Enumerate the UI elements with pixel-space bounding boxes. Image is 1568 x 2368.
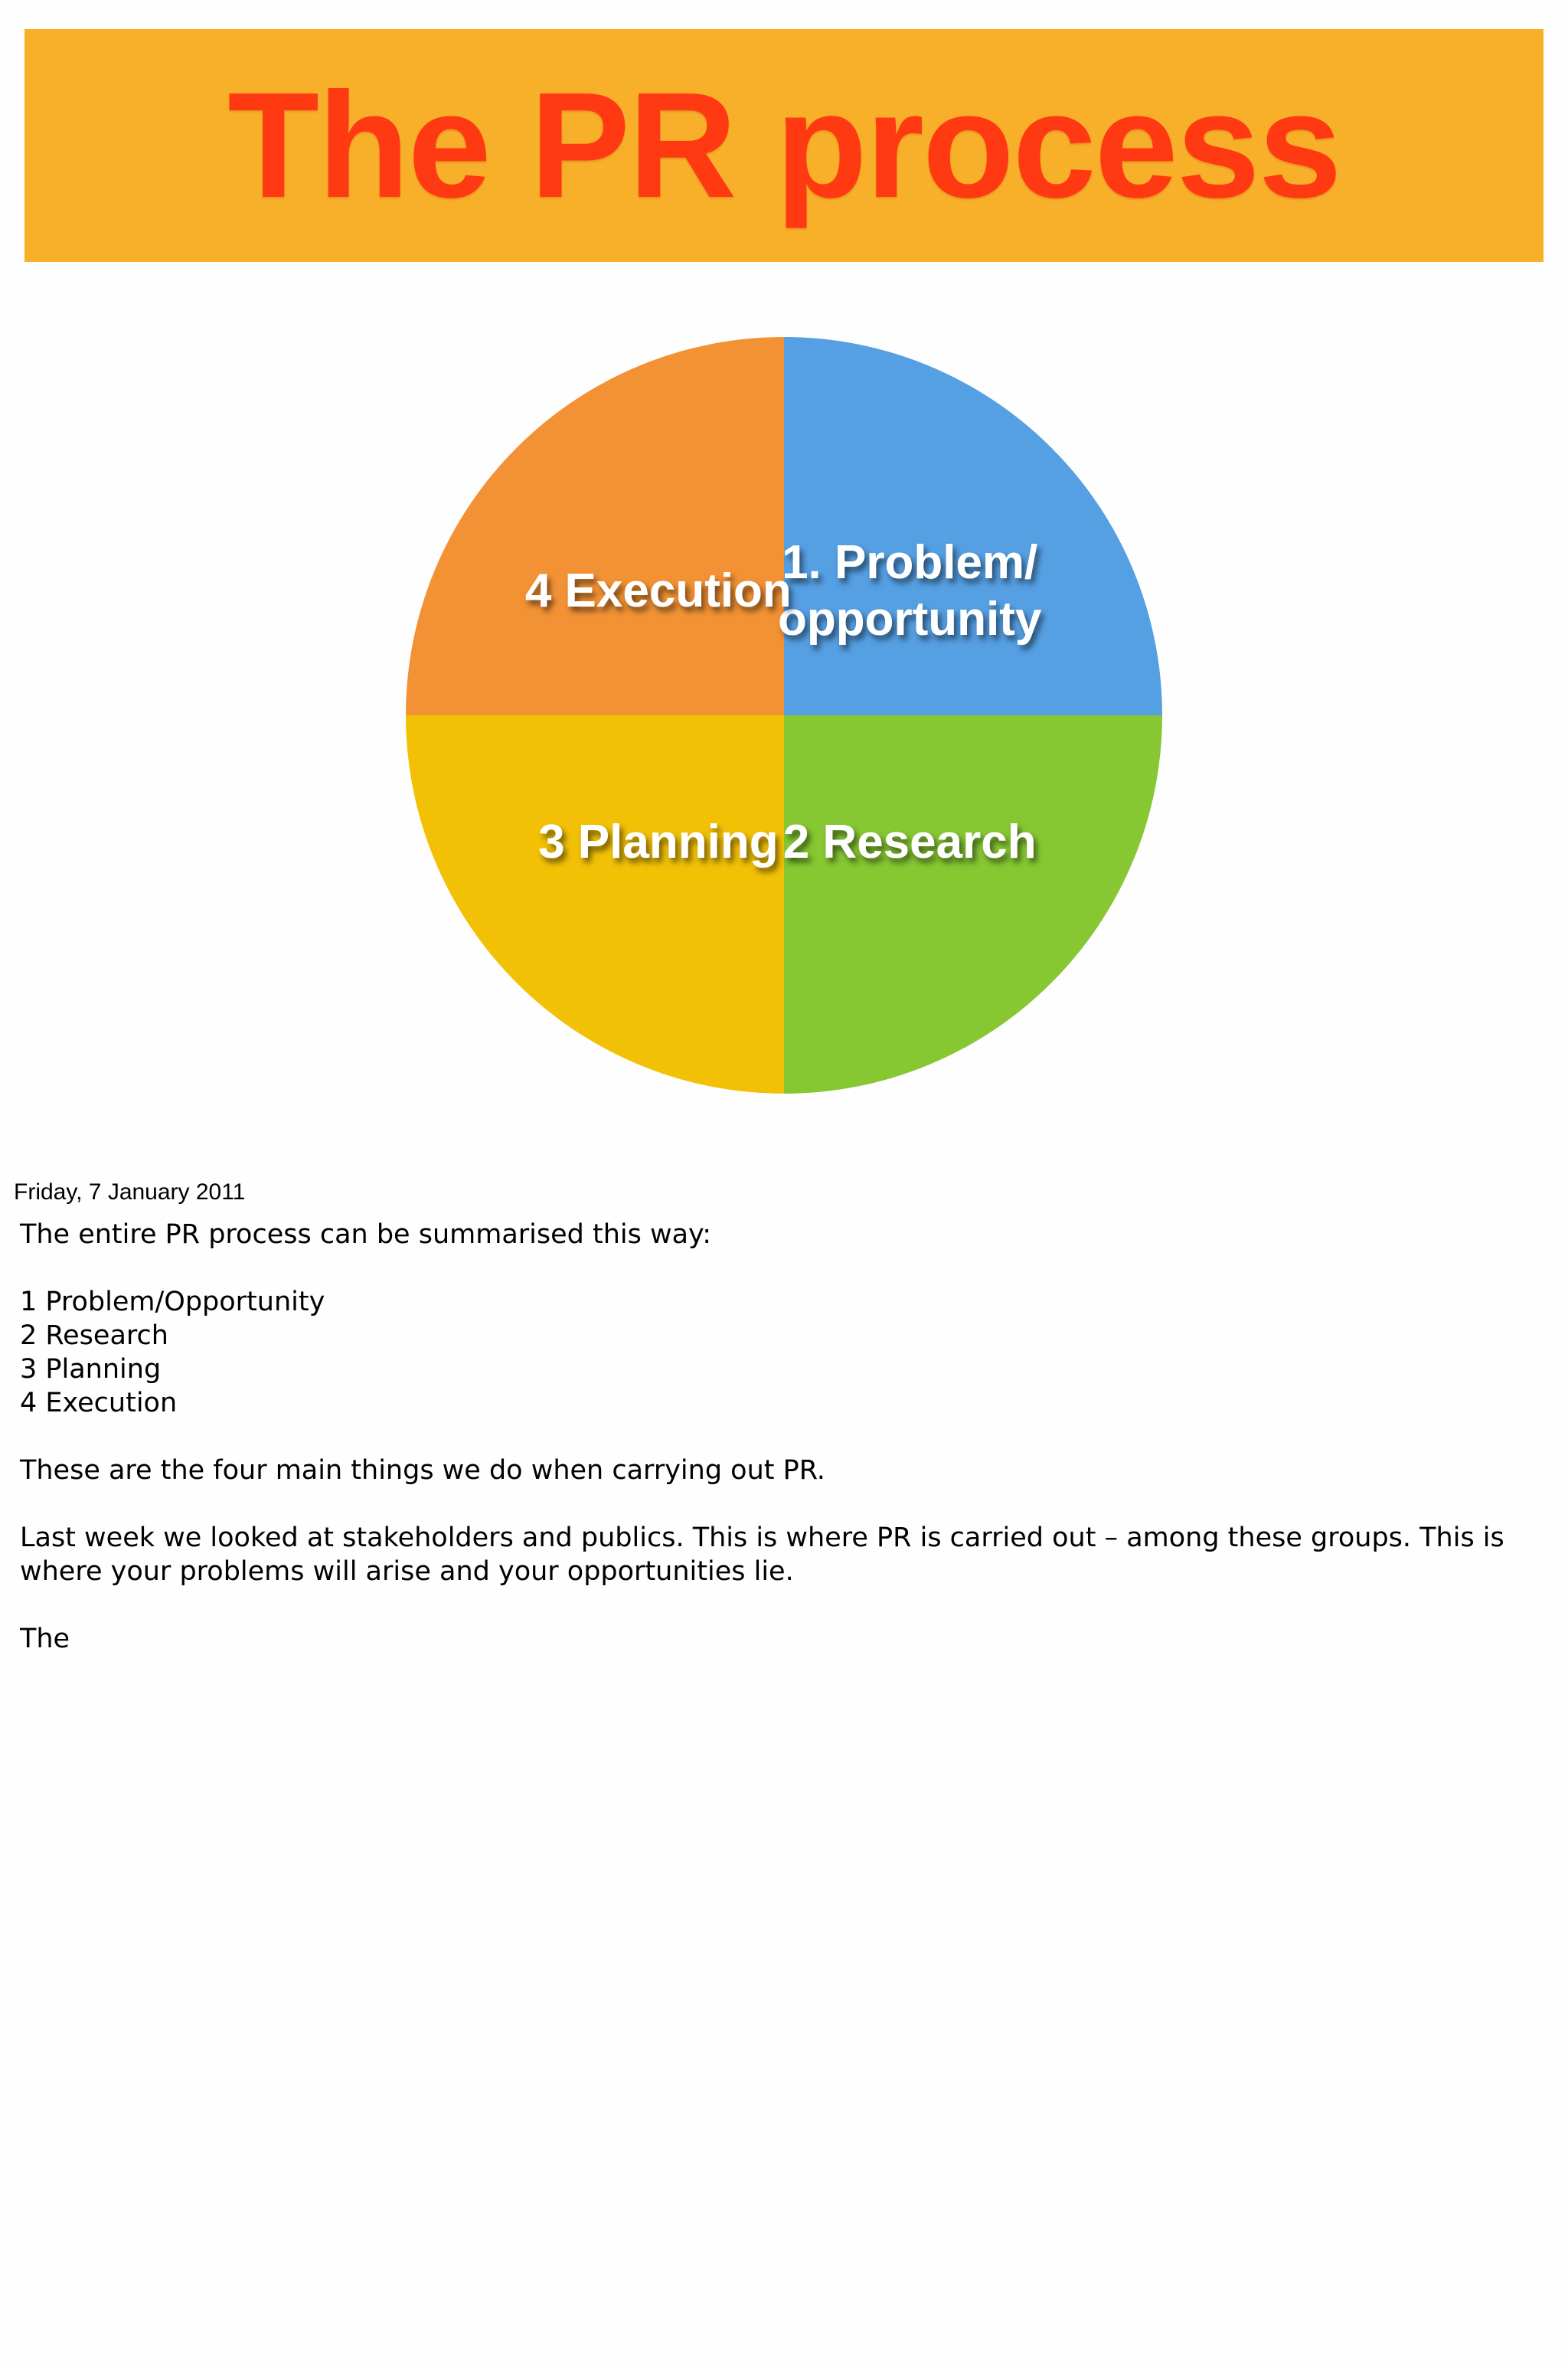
pie-label-execution	[525, 564, 792, 617]
notes-trailing: The	[20, 1624, 70, 1654]
spacer	[20, 1588, 1548, 1622]
notes-step: 4 Execution	[20, 1388, 178, 1418]
pie-slice-problem-opportunity	[784, 337, 1162, 715]
pie-chart	[398, 329, 1170, 1101]
pie-label-line: 1. Problem/	[782, 535, 1038, 589]
speaker-notes	[20, 1218, 1548, 1656]
notes-step: 1 Problem/Opportunity	[20, 1287, 325, 1317]
spacer	[20, 1487, 1548, 1521]
pie-label-line: 3 Planning	[538, 816, 779, 869]
notes-summary: These are the four main things we do when carrying out PR.	[20, 1455, 825, 1486]
pie-slice-research	[784, 715, 1162, 1094]
slide-title: The PR process	[227, 61, 1341, 229]
date-header: Friday, 7 January 2011	[14, 1179, 246, 1205]
pie-label-line: 2 Research	[782, 816, 1037, 869]
notes-step: 2 Research	[20, 1320, 168, 1351]
pie-label-research	[783, 816, 1037, 868]
pie-label-planning	[538, 816, 778, 868]
pie-slice-planning	[406, 715, 784, 1094]
spacer	[20, 1420, 1548, 1454]
pie-label-line: opportunity	[777, 592, 1042, 646]
notes-step: 3 Planning	[20, 1354, 162, 1385]
pie-chart-svg	[398, 329, 1170, 1101]
title-banner	[24, 29, 1544, 262]
notes-paragraph: Last week we looked at stakeholders and publics. This is where PR is carried out – among these groups. This is where your problems will arise and your opportunities lie.	[20, 1523, 1504, 1587]
spacer	[20, 1251, 1548, 1285]
pie-label-line: 4 Execution	[524, 564, 792, 617]
pie-slice-execution	[406, 337, 784, 715]
notes-intro: The entire PR process can be summarised this way:	[20, 1219, 712, 1250]
